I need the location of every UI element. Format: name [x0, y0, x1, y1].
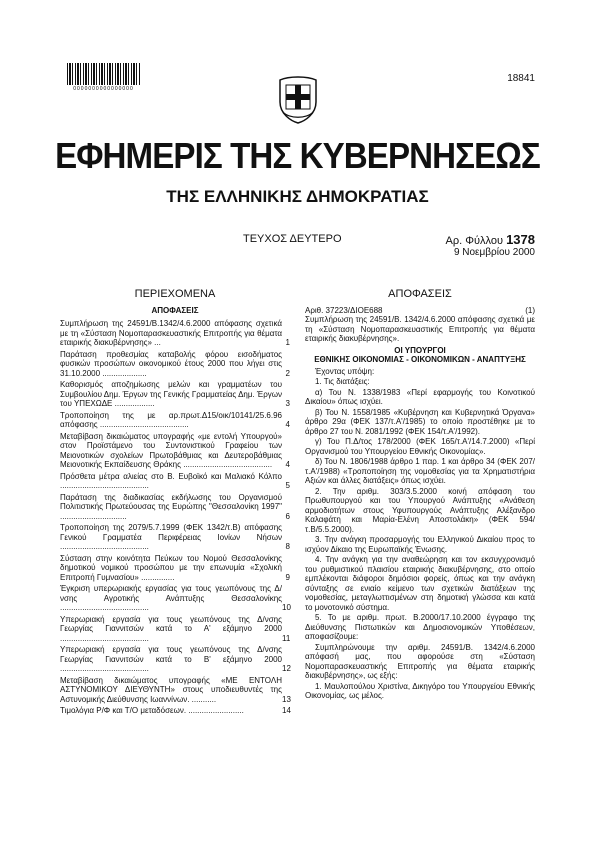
contents-item-text: Παράταση προθεσμίας καταβολής φόρου εισοδήματος φυσικών προσώπων οικονομικού έτους 2000 που λήγει στις 31.10.2000 .................... [60, 349, 282, 378]
contents-item-page: 3 [285, 399, 290, 408]
contents-item-page: 6 [285, 511, 290, 521]
contents-item [60, 432, 290, 470]
contents-item-text: Παράταση της διαδικασίας εκδήλωσης του Οργανισμού Πολιτιστικής Πρωτεύουσας της Ευρώπης "Θεσσαλονίκη 1997" .............................. [60, 492, 282, 521]
contents-item [60, 706, 290, 716]
contents-item-text: Καθορισμός αποζημίωσης μελών και γραμματέων του Συμβουλίου Δημ. Έργων της Γενικής Γραμματείας Δημ. Έργων του ΥΠΕΧΩΔΕ .................. [60, 380, 282, 408]
barcode-number: 0000000000000000 [73, 86, 134, 92]
decision-paragraph: Έχοντας υπόψη: [315, 366, 375, 376]
contents-item [60, 319, 290, 348]
contents-item-page: 14 [282, 706, 291, 715]
contents-item-page: 5 [285, 481, 290, 490]
decision-paragraph: 2. Την αριθμ. 303/3.5.2000 κοινή απόφαση του Πρωθυπουργού και του Υπουργού Ανάπτυξης «Ανάθεση αρμοδιοτήτων στους Υφυπουργούς Ανάπτυξης Αλέξανδρο Καλαφάτη και Μαρία-Ελένη Αποστολάκη» (ΦΕΚ 594/τ.Β/5.5.2000). [305, 486, 535, 534]
contents-item-page: 11 [282, 633, 291, 643]
contents-item-page: 10 [282, 603, 291, 612]
contents-item [60, 645, 290, 674]
contents-column [60, 290, 290, 718]
contents-heading: ΠΕΡΙΕΧΟΜΕΝΑ [134, 288, 216, 300]
contents-subheading: ΑΠΟΦΑΣΕΙΣ [151, 305, 199, 315]
contents-item-text: Έγκριση υπερωριακής εργασίας για τους γεωπόνους της Δ/νσης Αγροτικής Ανάπτυξης Θεσσαλονίκης ........................................ [60, 584, 282, 612]
contents-item [60, 350, 290, 379]
decision-paragraph: 1. Μαυλοπούλου Χριστίνα, Δικηγόρο του Υπουργείου Εθνικής Οικονομίας, ως μέλος. [305, 681, 535, 700]
decisions-heading: ΑΠΟΦΑΣΕΙΣ [388, 288, 452, 300]
contents-item-page: 4 [285, 420, 290, 429]
contents-item [60, 380, 290, 409]
decision-mark: (1) [525, 305, 535, 315]
contents-item [60, 411, 290, 430]
ministers-heading: ΟΙ ΥΠΟΥΡΓΟΙ [394, 345, 446, 355]
contents-item [60, 584, 290, 613]
contents-item [60, 472, 290, 491]
decision-paragraph: δ) Του Ν. 1806/1988 άρθρο 1 παρ. 1 και άρθρο 34 (ΦΕΚ 207/τ.Α'/1988) «Τροποποίηση της νομοθεσίας για τα Χρηματιστήρια Αξιών και άλλες διατάξεις» όπως ισχύει. [305, 457, 535, 485]
contents-item-text: Τροποποίηση της 2079/5.7.1999 (ΦΕΚ 1342/τ.Β) απόφασης Γενικού Γραμματέα Περιφέρειας Ιονίων Νήσων ........................................ [60, 523, 282, 551]
contents-item-page: 8 [285, 542, 290, 551]
decision-number: Αριθ. 37223/ΔΙΟΕ688 [305, 305, 383, 315]
decisions-column [305, 290, 535, 702]
decision-body [305, 367, 535, 701]
contents-item-page: 1 [285, 338, 290, 347]
contents-item [60, 615, 290, 644]
decision-paragraph: Συμπληρώνουμε την αριθμ. 24591/Β. 1342/4.6.2000 απόφασή μας, που αφορούσε στη «Σύσταση Νομοπαρασκευαστικής Επιτροπής για θέματα εταιρικής διακυβέρνησης», ως εξής: [305, 642, 535, 680]
contents-item-page: 9 [285, 572, 290, 582]
contents-item [60, 493, 290, 522]
contents-item-text: Μεταβίβαση δικαιώματος υπογραφής «με εντολή Υπουργού» στον Προϊστάμενο του Συντονιστικού Γραφείου των Μειονοτικών σχολείων Πρωτοβάθμιας και Δευτεροβάθμιας Μειονοτικής Εκπαίδευσης Θράκης ........................................ [60, 431, 282, 469]
barcode [67, 63, 140, 85]
sheet-number-value: 1378 [506, 232, 535, 247]
contents-item-page: 12 [282, 664, 291, 673]
contents-item [60, 523, 290, 552]
decision-paragraph: 3. Την ανάγκη προσαρμογής του Ελληνικού Δικαίου προς το ισχύον Δίκαιο της Ευρωπαϊκής Ένωσης. [305, 535, 535, 554]
contents-item-text: Συμπλήρωση της 24591/Β.1342/4.6.2000 απόφασης σχετικά με τη «Σύσταση Νομοπαρασκευαστικής Επιτροπής για θέματα εταιρικής διακυβέρνησης» ... [60, 319, 282, 347]
sheet-label: Αρ. Φύλλου [445, 235, 504, 247]
decision-title: Συμπλήρωση της 24591/Β. 1342/4.6.2000 απόφασης σχετικά με τη «Σύσταση Νομοπαρασκευαστικής Επιτροπής για θέματα εταιρικής διακυβέρνησης». [305, 315, 535, 343]
contents-item-page: 13 [282, 694, 291, 704]
decision-paragraph: 1. Τις διατάξεις: [315, 377, 370, 386]
issue-series: ΤΕΥΧΟΣ ΔΕΥΤΕΡΟ [243, 233, 342, 245]
contents-item-text: Σύσταση στην κοινότητα Πεύκων του Νομού Θεσσαλονίκης δημοτικού νομικού προσώπου με την επωνυμία «Σχολική Επιτροπή Γυμνασίου» ............... [60, 553, 282, 582]
contents-item-text: Υπερωριακή εργασία για τους γεωπόνους της Δ/νσης Γεωργίας Γιαννιτσών κατά το Β' εξάμηνο 2000 ........................................ [60, 645, 282, 673]
sheet-number [446, 232, 535, 247]
page-number: 18841 [507, 73, 535, 84]
contents-item-text: Πρόσθετα μέτρα αλιείας στο Β. Ευβοϊκό και Μαλιακό Κόλπο ........................................ [60, 471, 282, 490]
decision-paragraph: β) Του Ν. 1558/1985 «Κυβέρνηση και Κυβερνητικά Όργανα» άρθρο 29α (ΦΕΚ 137/τ.Α'/1985) το οποίο προστέθηκε με το άρθρο 27 του Ν. 2081/1992 (ΦΕΚ 154/τ.Α'/1992). [305, 407, 535, 436]
gazette-subtitle: ΤΗΣ ΕΛΛΗΝΙΚΗΣ ΔΗΜΟΚΡΑΤΙΑΣ [166, 187, 429, 206]
gazette-title: ΕΦΗΜΕΡΙΣ ΤΗΣ ΚΥΒΕΡΝΗΣΕΩΣ [55, 135, 540, 176]
contents-item-page: 4 [285, 460, 290, 469]
ministers-portfolios: ΕΘΝΙΚΗΣ ΟΙΚΟΝΟΜΙΑΣ - ΟΙΚΟΝΟΜΙΚΩΝ - ΑΝΑΠΤΥΞΗΣ [314, 355, 526, 364]
contents-list [60, 319, 290, 716]
contents-item [60, 676, 290, 705]
contents-item-page: 2 [285, 368, 290, 378]
issue-date: 9 Νοεμβρίου 2000 [453, 247, 535, 258]
contents-item-text: Μεταβίβαση δικαιώματος υπογραφής «ΜΕ ΕΝΤΟΛΗ ΑΣΤΥΝΟΜΙΚΟΥ ΔΙΕΥΘΥΝΤΗ» στους υποδιευθυντές της Αστυνομικής Διεύθυνσης Ιωαννίνων. ........... [60, 675, 282, 704]
decision-paragraph: 5. Το με αριθμ. πρωτ. Β.2000/17.10.2000 έγγραφο της Διεύθυνσης Πιστωτικών και Δημοσιονομικών Υποθέσεων, αποφασίζουμε: [305, 613, 535, 641]
decision-paragraph: α) Του Ν. 1338/1983 «Περί εφαρμογής του Κοινοτικού Δικαίου» όπως ισχύει. [305, 387, 535, 406]
coat-of-arms-emblem [277, 74, 319, 124]
contents-item [60, 554, 290, 583]
decision-number-row [305, 306, 535, 316]
decision-paragraph: γ) Του Π.Δ/τος 178/2000 (ΦΕΚ 165/τ.Α'/14.7.2000) «Περί Οργανισμού του Υπουργείου Εθνικής Οικονομίας». [305, 437, 535, 456]
decision-paragraph: 4. Την ανάγκη για την αναθεώρηση και τον εκσυγχρονισμό του ρυθμιστικού πλαισίου εταιρικής διακυβέρνησης, στο οποίο εμπλέκονται διάφοροι δημόσιοι φορείς, όπως και την ανάγκη σύνταξης σε ενιαίο κείμενο των σχετικών διατάξεων της νομοθεσίας, μεταγλωττισμένων στη δημοτική γλώσσα και κατά το μονοτονικό σύστημα. [305, 555, 535, 612]
contents-item-text: Τιμολόγια Ρ/Φ και Τ/Ο μεταδόσεων. ......................... [60, 706, 244, 715]
contents-item-text: Υπερωριακή εργασία για τους γεωπόνους της Δ/νσης Γεωργίας Γιαννιτσών κατά το Α' εξάμηνο 2000 ........................................ [60, 614, 282, 643]
contents-item-text: Τροποποίηση της με αρ.πρωτ.Δ15/οικ/10141/25.6.96 απόφασης ........................................ [60, 410, 282, 429]
